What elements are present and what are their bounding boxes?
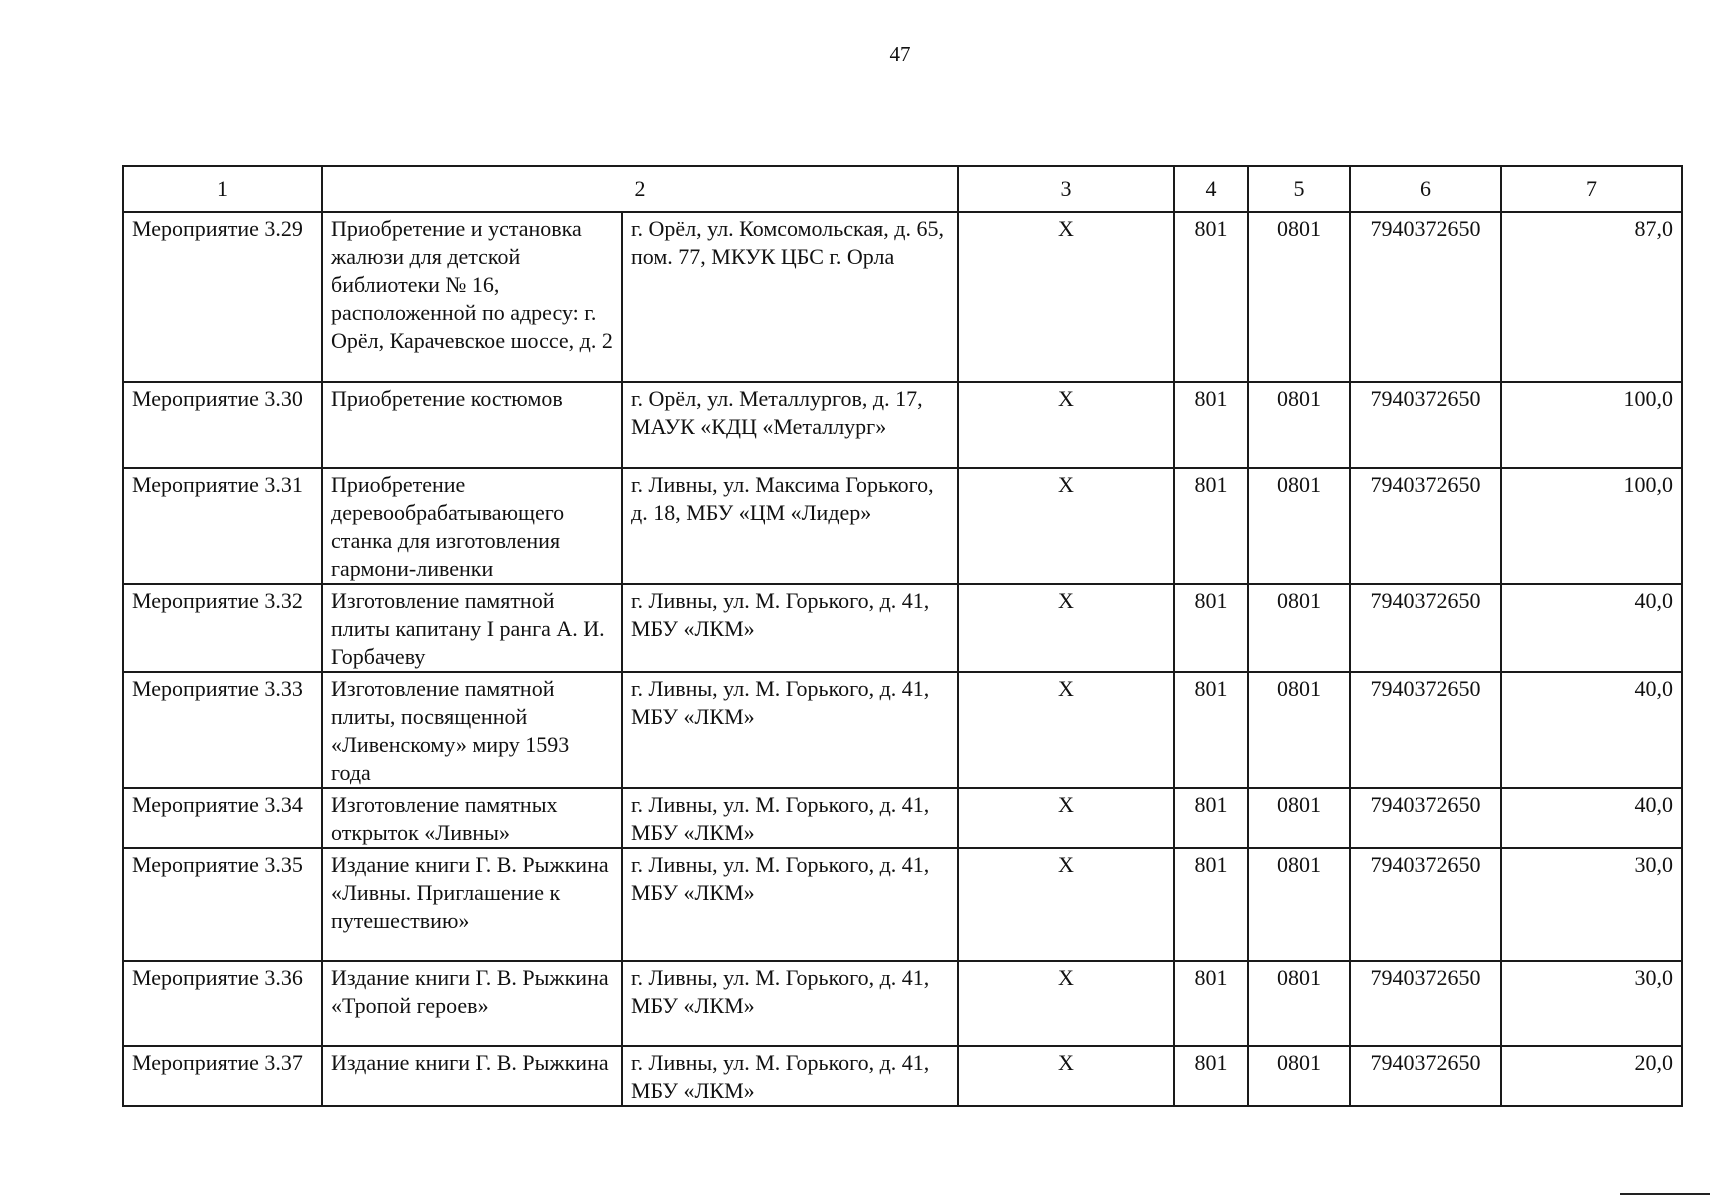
address-cell: г. Ливны, ул. М. Горького, д. 41, МБУ «ЛКМ» <box>622 1046 958 1106</box>
col5-cell: 0801 <box>1248 468 1350 584</box>
address-cell: г. Ливны, ул. М. Горького, д. 41, МБУ «ЛКМ» <box>622 848 958 961</box>
col4-cell: 801 <box>1174 584 1248 672</box>
col3-cell: X <box>958 788 1174 848</box>
description-cell: Изготовление памятных открыток «Ливны» <box>322 788 622 848</box>
col7-cell: 100,0 <box>1501 468 1682 584</box>
col7-cell: 30,0 <box>1501 961 1682 1046</box>
event-cell: Мероприятие 3.35 <box>123 848 322 961</box>
event-cell: Мероприятие 3.36 <box>123 961 322 1046</box>
event-cell: Мероприятие 3.34 <box>123 788 322 848</box>
table-row <box>123 1046 1682 1106</box>
col3-cell: X <box>958 672 1174 788</box>
col5-cell: 0801 <box>1248 382 1350 468</box>
budget-table <box>122 165 1683 1107</box>
col6-cell: 7940372650 <box>1350 468 1501 584</box>
col7-cell: 40,0 <box>1501 584 1682 672</box>
col3-cell: X <box>958 212 1174 382</box>
col6-cell: 7940372650 <box>1350 584 1501 672</box>
header-col-5: 5 <box>1248 166 1350 212</box>
table-row <box>123 584 1682 672</box>
description-cell: Изготовление памятной плиты, посвященной «Ливенскому» миру 1593 года <box>322 672 622 788</box>
event-cell: Мероприятие 3.29 <box>123 212 322 382</box>
col7-cell: 30,0 <box>1501 848 1682 961</box>
address-cell: г. Орёл, ул. Комсомольская, д. 65, пом. 77, МКУК ЦБС г. Орла <box>622 212 958 382</box>
col3-cell: X <box>958 961 1174 1046</box>
event-cell: Мероприятие 3.33 <box>123 672 322 788</box>
description-cell: Приобретение костюмов <box>322 382 622 468</box>
col6-cell: 7940372650 <box>1350 961 1501 1046</box>
col4-cell: 801 <box>1174 212 1248 382</box>
page-number: 47 <box>889 42 911 66</box>
col7-cell: 20,0 <box>1501 1046 1682 1106</box>
col6-cell: 7940372650 <box>1350 788 1501 848</box>
col7-cell: 40,0 <box>1501 788 1682 848</box>
col5-cell: 0801 <box>1248 848 1350 961</box>
col4-cell: 801 <box>1174 1046 1248 1106</box>
header-col-1: 1 <box>123 166 322 212</box>
event-cell: Мероприятие 3.31 <box>123 468 322 584</box>
header-col-3: 3 <box>958 166 1174 212</box>
col4-cell: 801 <box>1174 961 1248 1046</box>
table-header-row <box>123 166 1682 212</box>
event-cell: Мероприятие 3.37 <box>123 1046 322 1106</box>
col5-cell: 0801 <box>1248 1046 1350 1106</box>
col3-cell: X <box>958 848 1174 961</box>
col5-cell: 0801 <box>1248 788 1350 848</box>
col7-cell: 87,0 <box>1501 212 1682 382</box>
col3-cell: X <box>958 468 1174 584</box>
address-cell: г. Ливны, ул. М. Горького, д. 41, МБУ «ЛКМ» <box>622 672 958 788</box>
col6-cell: 7940372650 <box>1350 382 1501 468</box>
col3-cell: X <box>958 584 1174 672</box>
header-col-6: 6 <box>1350 166 1501 212</box>
address-cell: г. Ливны, ул. М. Горького, д. 41, МБУ «ЛКМ» <box>622 788 958 848</box>
col4-cell: 801 <box>1174 468 1248 584</box>
col5-cell: 0801 <box>1248 672 1350 788</box>
table-row <box>123 382 1682 468</box>
col4-cell: 801 <box>1174 382 1248 468</box>
header-col-2: 2 <box>322 166 958 212</box>
footer-rule <box>1620 1193 1710 1195</box>
col3-cell: X <box>958 1046 1174 1106</box>
address-cell: г. Ливны, ул. М. Горького, д. 41, МБУ «ЛКМ» <box>622 584 958 672</box>
header-col-4: 4 <box>1174 166 1248 212</box>
table-row <box>123 672 1682 788</box>
description-cell: Изготовление памятной плиты капитану I ранга А. И. Горбачеву <box>322 584 622 672</box>
address-cell: г. Ливны, ул. Максима Горького, д. 18, МБУ «ЦМ «Лидер» <box>622 468 958 584</box>
col6-cell: 7940372650 <box>1350 212 1501 382</box>
address-cell: г. Орёл, ул. Металлургов, д. 17, МАУК «КДЦ «Металлург» <box>622 382 958 468</box>
col5-cell: 0801 <box>1248 584 1350 672</box>
col7-cell: 40,0 <box>1501 672 1682 788</box>
table-row <box>123 468 1682 584</box>
col7-cell: 100,0 <box>1501 382 1682 468</box>
event-cell: Мероприятие 3.30 <box>123 382 322 468</box>
description-cell: Издание книги Г. В. Рыжкина «Ливны. Приглашение к путешествию» <box>322 848 622 961</box>
col5-cell: 0801 <box>1248 961 1350 1046</box>
table-row <box>123 848 1682 961</box>
table-row <box>123 788 1682 848</box>
address-cell: г. Ливны, ул. М. Горького, д. 41, МБУ «ЛКМ» <box>622 961 958 1046</box>
event-cell: Мероприятие 3.32 <box>123 584 322 672</box>
col4-cell: 801 <box>1174 788 1248 848</box>
table-row <box>123 212 1682 382</box>
table-row <box>123 961 1682 1046</box>
description-cell: Издание книги Г. В. Рыжкина «Тропой героев» <box>322 961 622 1046</box>
col4-cell: 801 <box>1174 848 1248 961</box>
col3-cell: X <box>958 382 1174 468</box>
col6-cell: 7940372650 <box>1350 1046 1501 1106</box>
col5-cell: 0801 <box>1248 212 1350 382</box>
header-col-7: 7 <box>1501 166 1682 212</box>
col4-cell: 801 <box>1174 672 1248 788</box>
col6-cell: 7940372650 <box>1350 672 1501 788</box>
description-cell: Приобретение и установка жалюзи для детской библиотеки № 16, расположенной по адресу: г. Орёл, Карачевское шоссе, д. 2 <box>322 212 622 382</box>
col6-cell: 7940372650 <box>1350 848 1501 961</box>
description-cell: Приобретение деревообрабатывающего станка для изготовления гармони-ливенки <box>322 468 622 584</box>
description-cell: Издание книги Г. В. Рыжкина <box>322 1046 622 1106</box>
